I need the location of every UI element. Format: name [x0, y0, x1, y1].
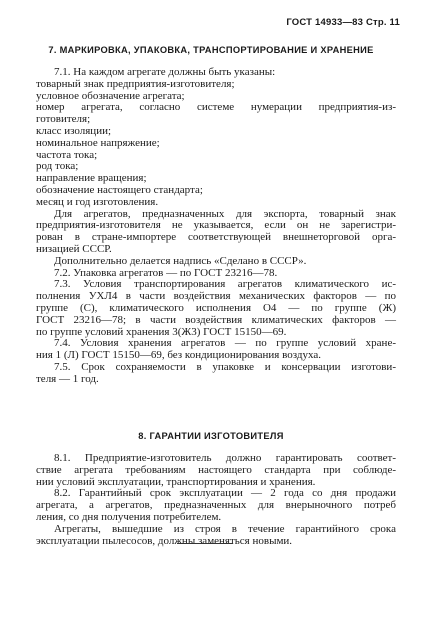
text-line: предприятия-изготовителя не указывается, если он не зарегистри-	[36, 219, 396, 232]
text-line: 7.3. Условия транспортирования агрегатов климатического ис-	[54, 278, 396, 291]
text-line: 8.1. Предприятие-изготовитель должно гарантировать соответ-	[54, 452, 396, 464]
text-line: 7.2. Упаковка агрегатов — по ГОСТ 23216—78.	[54, 266, 278, 279]
text-line: Для агрегатов, предназначенных для экспорта, товарный знак	[54, 207, 396, 220]
text-line: ГОСТ 23216—78; в части воздействия климатических факторов —	[36, 313, 396, 326]
text-line: эксплуатации пылесосов, должны заменяться новыми.	[36, 534, 293, 547]
text-line: по группе условий хранения 3(Ж3) ГОСТ 15150—69.	[36, 325, 287, 338]
text-line: нии условий эксплуатации, транспортирования и хранения.	[36, 475, 316, 488]
text-line: обозначение настоящего стандарта;	[36, 183, 203, 196]
text-line: агрегата, а агрегатов, предназначенных для внерыночного потреб	[36, 499, 396, 512]
text-line: условное обозначение агрегата;	[36, 89, 185, 102]
text-line: род тока;	[36, 160, 79, 173]
text-line: ствие агрегата требованиям настоящего стандарта при соблюде-	[36, 463, 396, 476]
text-line: рован в стране-импортере соответствующей внешнеторговой орга-	[36, 231, 396, 244]
text-line: номинальное напряжение;	[36, 136, 160, 149]
text-line: 7.4. Условия хранения агрегатов — по группе условий хране-	[54, 337, 396, 350]
text-line: полнения УХЛ4 в части воздействия механических факторов — по	[36, 290, 396, 303]
text-line: ния 1 (Л) ГОСТ 15150—69, без кондиционирования воздуха.	[36, 349, 321, 362]
page-header: ГОСТ 14933—83 Стр. 11	[286, 17, 400, 28]
text-line: 7.5. Срок сохраняемости в упаковке и консервации изготови-	[54, 360, 396, 373]
text-line: частота тока;	[36, 148, 98, 161]
section-7-title: 7. МАРКИРОВКА, УПАКОВКА, ТРАНСПОРТИРОВАНИЕ И ХРАНЕНИЕ	[48, 45, 374, 55]
text-line: 8.2. Гарантийный срок эксплуатации — 2 года со дня продажи	[54, 487, 396, 500]
section-7-body	[36, 67, 396, 386]
text-line: направление вращения;	[36, 172, 147, 185]
text-line: товарный знак предприятия-изготовителя;	[36, 77, 235, 90]
text-line: теля — 1 год.	[36, 372, 99, 385]
text-line: номер агрегата, согласно системе нумерации предприятия-из-	[36, 101, 396, 114]
end-rule-divider	[177, 543, 233, 544]
text-line: месяц и год изготовления.	[36, 195, 159, 208]
text-line: класс изоляции;	[36, 124, 112, 137]
text-line: Агрегаты, вышедшие из строя в течение гарантийного срока	[54, 522, 396, 535]
section-8-title: 8. ГАРАНТИИ ИЗГОТОВИТЕЛЯ	[138, 431, 284, 441]
section-8-body	[36, 453, 396, 547]
text-line: ления, со дня получения потребителем.	[36, 510, 222, 523]
text-line: низацией СССР.	[36, 242, 112, 255]
text-line: группе (С), климатического исполнения О4 — по группе (Ж)	[36, 301, 396, 314]
text-line: 7.1. На каждом агрегате должны быть указаны:	[54, 66, 276, 78]
text-line: готовителя;	[36, 113, 91, 126]
text-line: Дополнительно делается надпись «Сделано в СССР».	[54, 254, 307, 267]
